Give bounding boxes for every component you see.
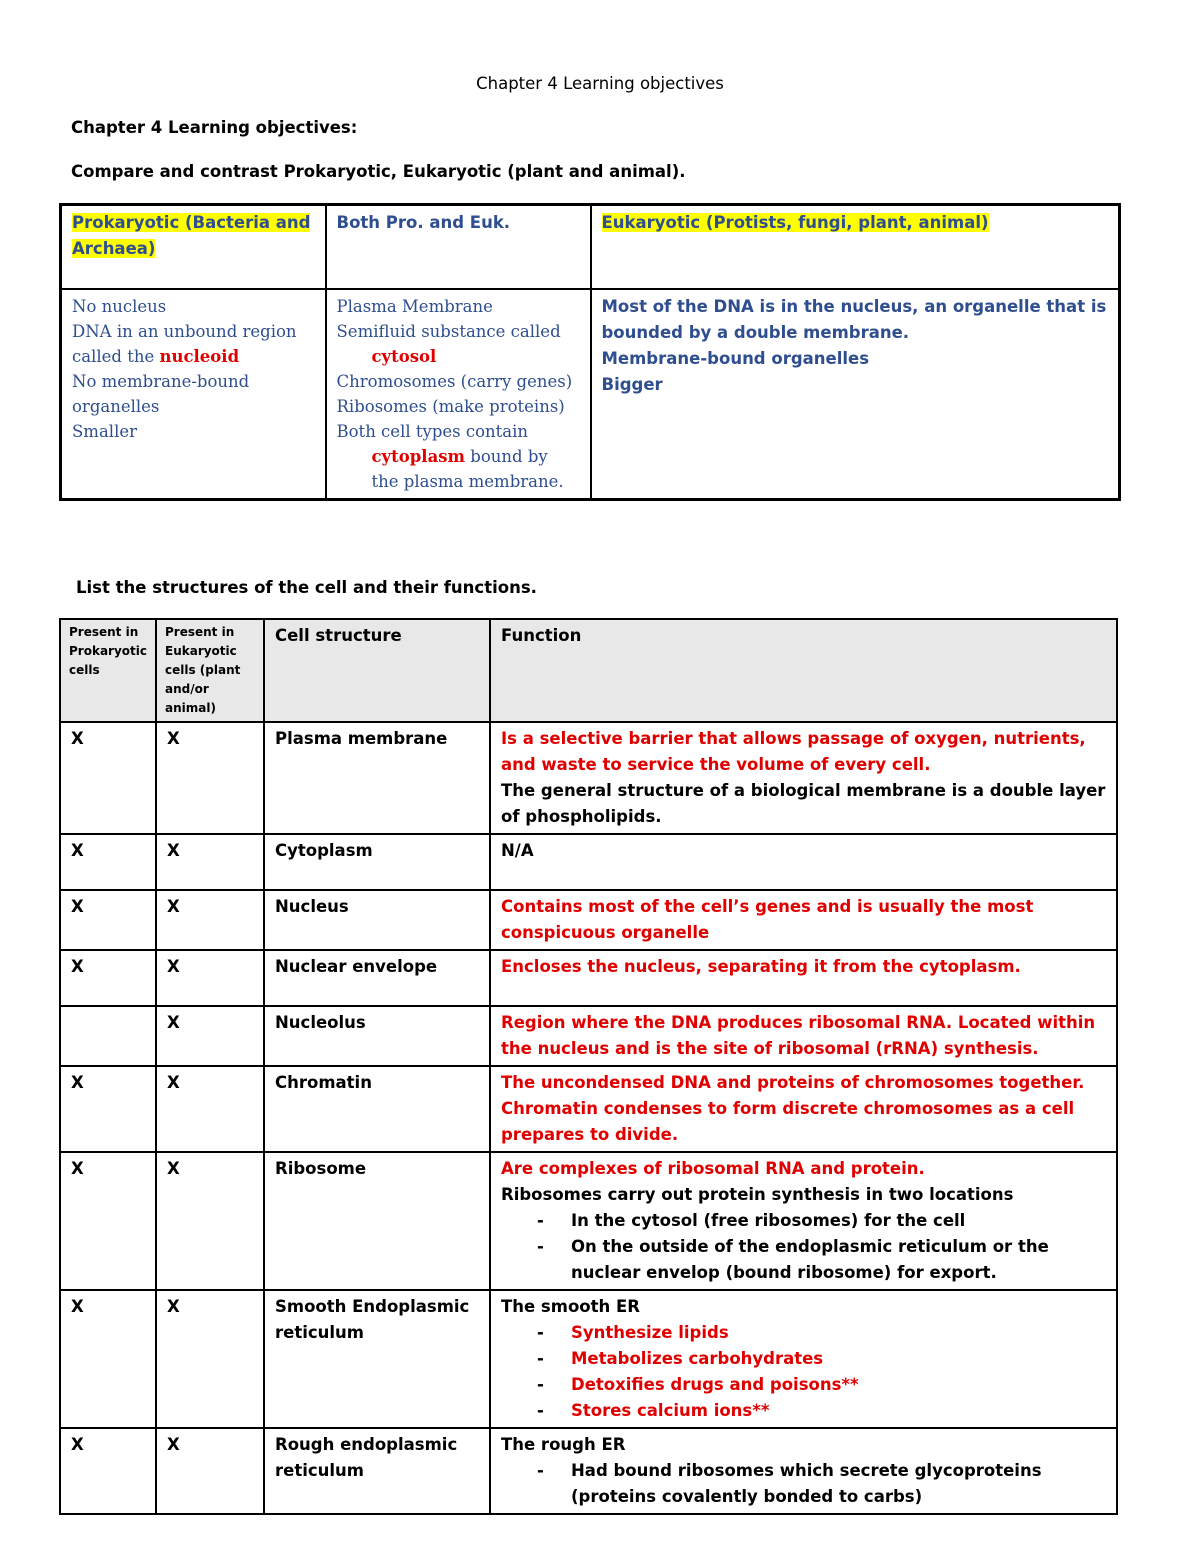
header-both: Both Pro. and Euk. — [326, 205, 591, 290]
compare-table-header — [61, 205, 1120, 290]
page-title: Chapter 4 Learning objectives — [476, 74, 724, 93]
prok-mark: X — [60, 1066, 156, 1152]
function-cell: The uncondensed DNA and proteins of chromosomes together. Chromatin condenses to form discrete chromosomes as a cell prepares to divide. — [490, 1066, 1117, 1152]
structures-table — [59, 618, 1118, 1515]
compare-table — [59, 203, 1121, 501]
euk-mark: X — [156, 1290, 264, 1428]
prok-mark: X — [60, 722, 156, 834]
eukaryotic-cell: Most of the DNA is in the nucleus, an organelle that is bounded by a double membrane. Membrane-bound organelles Bigger — [591, 289, 1120, 500]
prok-mark — [60, 1006, 156, 1066]
list-heading: List the structures of the cell and their functions. — [76, 578, 537, 597]
prok-mark: X — [60, 890, 156, 950]
function-cell: The smooth ER - Synthesize lipids - Metabolizes carbohydrates - Detoxifies drugs and poisons** - Stores calcium ions** — [490, 1290, 1117, 1428]
header-prok: Present in Prokaryotic cells — [60, 619, 156, 722]
prok-mark: X — [60, 1428, 156, 1514]
euk-mark: X — [156, 722, 264, 834]
table-row — [60, 1428, 1117, 1514]
function-cell: Contains most of the cell’s genes and is usually the most conspicuous organelle — [490, 890, 1117, 950]
structures-table-header — [60, 619, 1117, 722]
compare-heading: Compare and contrast Prokaryotic, Eukaryotic (plant and animal). — [71, 162, 686, 181]
function-cell: Is a selective barrier that allows passage of oxygen, nutrients, and waste to service the volume of every cell. The general structure of a biological membrane is a double layer of phospholipids. — [490, 722, 1117, 834]
prok-mark: X — [60, 1152, 156, 1290]
table-row — [60, 722, 1117, 834]
euk-mark: X — [156, 1066, 264, 1152]
table-row — [60, 1066, 1117, 1152]
prok-mark: X — [60, 1290, 156, 1428]
table-row — [60, 1006, 1117, 1066]
euk-mark: X — [156, 1152, 264, 1290]
table-row — [60, 950, 1117, 1006]
euk-mark: X — [156, 950, 264, 1006]
both-cell: Plasma Membrane Semifluid substance called cytosol Chromosomes (carry genes) Ribosomes (make proteins) Both cell types contain cytoplasm bound by the plasma membrane. — [326, 289, 591, 500]
euk-mark: X — [156, 1006, 264, 1066]
header-prokaryotic: Prokaryotic (Bacteria and Archaea) — [61, 205, 326, 290]
table-row — [60, 890, 1117, 950]
header-eukaryotic: Eukaryotic (Protists, fungi, plant, animal) — [591, 205, 1120, 290]
table-row — [60, 1290, 1117, 1428]
euk-mark: X — [156, 890, 264, 950]
function-cell: Encloses the nucleus, separating it from the cytoplasm. — [490, 950, 1117, 1006]
subtitle: Chapter 4 Learning objectives: — [71, 118, 358, 137]
structure-name: Plasma membrane — [264, 722, 490, 834]
euk-mark: X — [156, 1428, 264, 1514]
euk-mark: X — [156, 834, 264, 890]
compare-table-body — [61, 289, 1120, 500]
function-cell: Are complexes of ribosomal RNA and protein. Ribosomes carry out protein synthesis in two locations - In the cytosol (free ribosomes) for the cell - On the outside of the endoplasmic reticulum or the nuclear envelop (bound ribosome) for export. — [490, 1152, 1117, 1290]
function-cell: N/A — [490, 834, 1117, 890]
structure-name: Cytoplasm — [264, 834, 490, 890]
prok-mark: X — [60, 834, 156, 890]
header-function: Function — [490, 619, 1117, 722]
structure-name: Nuclear envelope — [264, 950, 490, 1006]
table-row — [60, 1152, 1117, 1290]
structure-name: Ribosome — [264, 1152, 490, 1290]
structure-name: Chromatin — [264, 1066, 490, 1152]
header-structure: Cell structure — [264, 619, 490, 722]
structure-name: Nucleus — [264, 890, 490, 950]
function-cell: Region where the DNA produces ribosomal RNA. Located within the nucleus and is the site of ribosomal (rRNA) synthesis. — [490, 1006, 1117, 1066]
header-euk: Present in Eukaryotic cells (plant and/or animal) — [156, 619, 264, 722]
function-cell: The rough ER - Had bound ribosomes which secrete glycoproteins (proteins covalently bonded to carbs) — [490, 1428, 1117, 1514]
structure-name: Smooth Endoplasmic reticulum — [264, 1290, 490, 1428]
table-row — [60, 834, 1117, 890]
structure-name: Nucleolus — [264, 1006, 490, 1066]
structure-name: Rough endoplasmic reticulum — [264, 1428, 490, 1514]
prokaryotic-cell: No nucleus DNA in an unbound region called the nucleoid No membrane-bound organelles Smaller — [61, 289, 326, 500]
prok-mark: X — [60, 950, 156, 1006]
